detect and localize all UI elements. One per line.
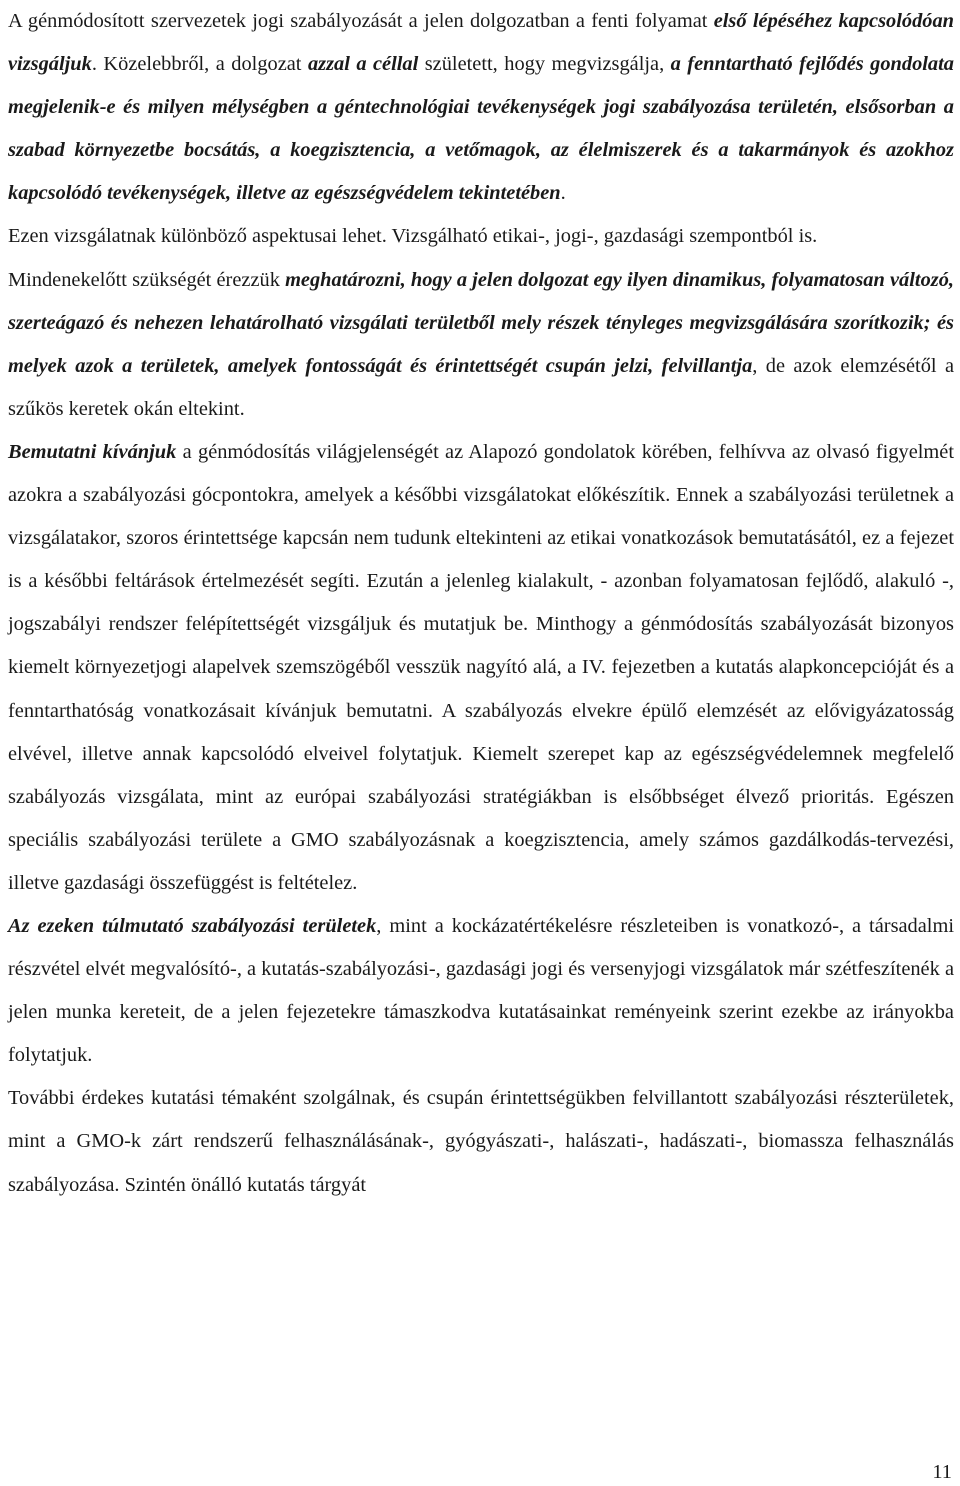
- paragraph-6: [8, 1077, 954, 1206]
- text-span: Mindenekelőtt szükségét érezzük: [8, 268, 286, 291]
- text-span: Ezen vizsgálatnak különböző aspektusai lehet. Vizsgálható etikai-, jogi-, gazdasági szempontból is.: [8, 225, 818, 248]
- emphasis-span: Az ezeken túlmutató szabályozási területek: [8, 914, 377, 937]
- text-span: , mint a kockázatértékelésre részleteiben is vonatkozó-, a társadalmi részvétel elvét megvalósító-, a kutatás-szabályozási-, gazdasági jogi és versenyjogi vizsgálatok már szétfeszítenék a jelen munka kereteit, de a jelen fejezetekre támaszkodva kutatásainkat reményeink szerint ezekbe az irányokba folytatjuk.: [8, 914, 954, 1067]
- page-number: 11: [932, 1461, 952, 1483]
- paragraph-2: [8, 215, 954, 258]
- emphasis-span: a fenntartható fejlődés gondolata megjelenik-e és milyen mélységben a géntechnológiai tevékenységek jogi szabályozása területén, elsősorban a szabad környezetbe bocsátás, a koegzisztencia, a vetőmagok, az élelmiszerek és a takarmányok és azokhoz kapcsolódó tevékenységek, illetve az egészségvédelem tekintetében: [8, 53, 954, 205]
- text-span: született, hogy megvizsgálja,: [418, 53, 671, 76]
- paragraph-4: [8, 431, 954, 905]
- text-span: .: [560, 182, 566, 205]
- emphasis-span: Bemutatni kívánjuk: [8, 440, 177, 463]
- paragraph-1: [8, 0, 954, 215]
- paragraph-3: [8, 259, 954, 431]
- emphasis-span: meghatározni, hogy a jelen dolgozat egy ilyen dinamikus, folyamatosan változó, szerteágazó és nehezen lehatárolható vizsgálati területből mely részek tényleges megvizsgálására szorítkozik; és melyek azok a területek, amelyek fontosságát és érintettségét csupán jelzi, felvillantja: [8, 268, 954, 377]
- document-body: [8, 0, 954, 1207]
- emphasis-span: azzal a céllal: [307, 53, 419, 76]
- text-span: a génmódosítás világjelenségét az Alapozó gondolatok körében, felhívva az olvasó figyelmét azokra a szabályozási gócpontokra, amelyek a későbbi vizsgálatokat előkészítik. Ennek a szabályozási területnek a vizsgálatakor, szoros érintettsége kapcsán nem tudunk eltekinteni az etikai vonatkozások bemutatásától, ez a fejezet is a későbbi feltárások értelmezését segíti. Ezután a jelenleg kialakult, - azonban folyamatosan fejlődő, alakuló -, jogszabályi rendszer felépítettségét vizsgáljuk és mutatjuk be. Minthogy a génmódosítás szabályozását bizonyos kiemelt környezetjogi alapelvek szemszögéből vesszük nagyító alá, a IV. fejezetben a kutatás alapkoncepcióját és a fenntarthatóság vonatkozásait kívánjuk bemutatni. A szabályozás elvekre épülő elemzését az elővigyázatosság elvével, illetve annak kapcsolódó elveivel folytatjuk. Kiemelt szerepet kap az egészségvédelemnek megfelelő szabályozás vizsgálata, mint az európai szabályozási stratégiákban is elsőbbséget élvező prioritás. Egészen speciális szabályozási területe a GMO szabályozásnak a koegzisztencia, amely számos gazdálkodás-tervezési, illetve gazdasági összefüggést is feltételez.: [8, 440, 954, 894]
- paragraph-5: [8, 905, 954, 1077]
- text-span: . Közelebbről, a dolgozat: [91, 53, 308, 76]
- emphasis-span: első lépéséhez kapcsolódóan vizsgáljuk: [8, 10, 954, 76]
- text-span: A génmódosított szervezetek jogi szabályozását a jelen dolgozatban a fenti folyamat: [8, 10, 714, 32]
- text-span: , de azok elemzésétől a szűkös keretek okán eltekint.: [8, 354, 954, 420]
- text-span: További érdekes kutatási témaként szolgálnak, és csupán érintettségükben felvillantott szabályozási részterületek, mint a GMO-k zárt rendszerű felhasználásának-, gyógyászati-, halászati-, hadászati-, biomassza felhasználás szabályozása. Szintén önálló kutatás tárgyát: [8, 1087, 954, 1196]
